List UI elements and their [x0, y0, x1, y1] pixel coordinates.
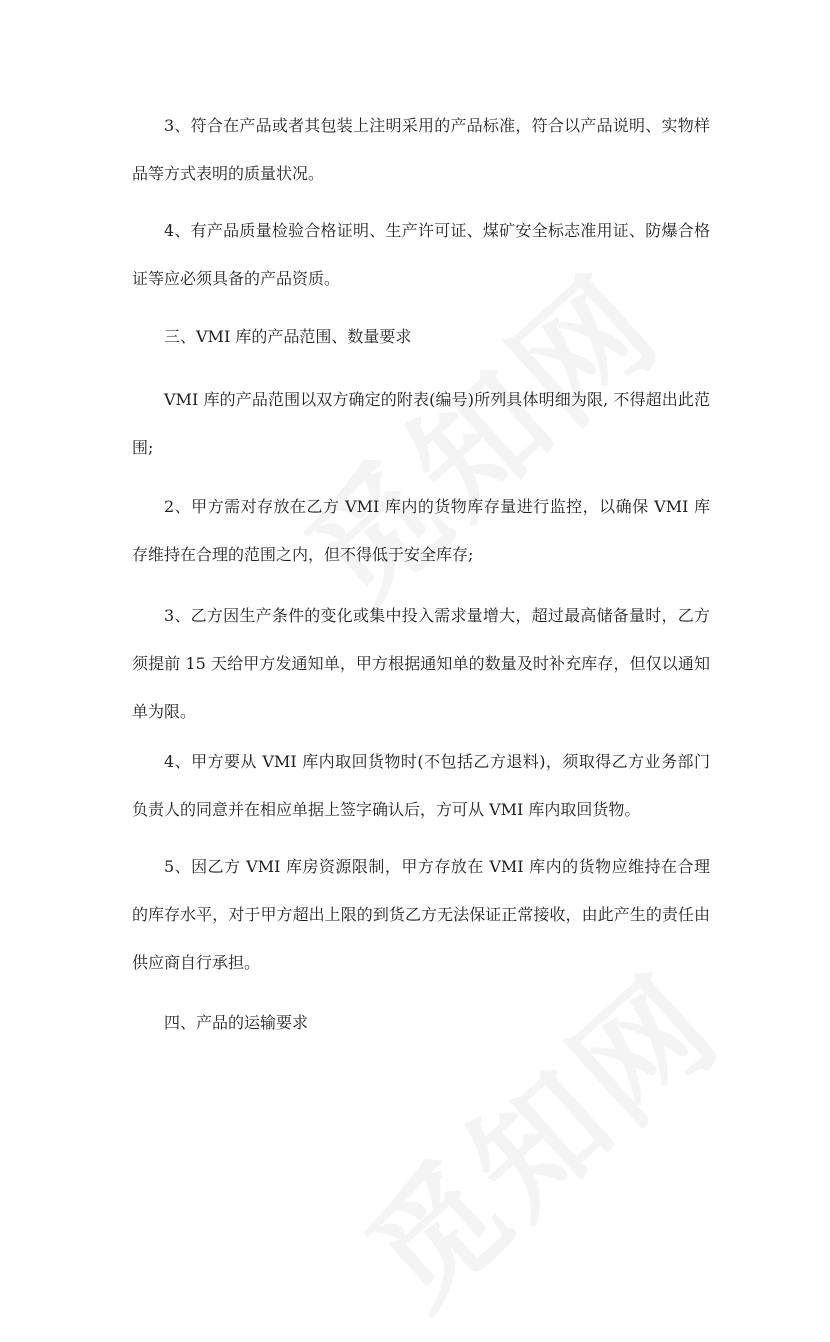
paragraph: 4、有产品质量检验合格证明、生产许可证、煤矿安全标志准用证、防爆合格证等应必须具备的产品资质。 [132, 221, 710, 288]
paragraph: 5、因乙方 VMI 库房资源限制，甲方存放在 VMI 库内的货物应维持在合理的库存水平，对于甲方超出上限的到货乙方无法保证正常接收，由此产生的责任由供应商自行承担。 [132, 857, 710, 972]
section-heading: 四、产品的运输要求 [164, 1013, 309, 1032]
paragraph: 3、符合在产品或者其包装上注明采用的产品标准，符合以产品说明、实物样品等方式表明的质量状况。 [132, 116, 710, 183]
paragraph: 2、甲方需对存放在乙方 VMI 库内的货物库存量进行监控，以确保 VMI 库存维持在合理的范围之内，但不得低于安全库存; [132, 497, 710, 564]
paragraph: VMI 库的产品范围以双方确定的附表(编号)所列具体明细为限, 不得超出此范围; [132, 390, 710, 457]
paragraph: 4、甲方要从 VMI 库内取回货物时(不包括乙方退料)，须取得乙方业务部门负责人的同意并在相应单据上签字确认后，方可从 VMI 库内取回货物。 [132, 752, 710, 819]
section-heading: 三、VMI 库的产品范围、数量要求 [164, 327, 412, 346]
watermark [321, 926, 754, 1342]
paragraph: 3、乙方因生产条件的变化或集中投入需求量增大，超过最高储备量时，乙方须提前 15 天给甲方发通知单，甲方根据通知单的数量及时补充库存，但仅以通知单为限。 [132, 606, 710, 721]
